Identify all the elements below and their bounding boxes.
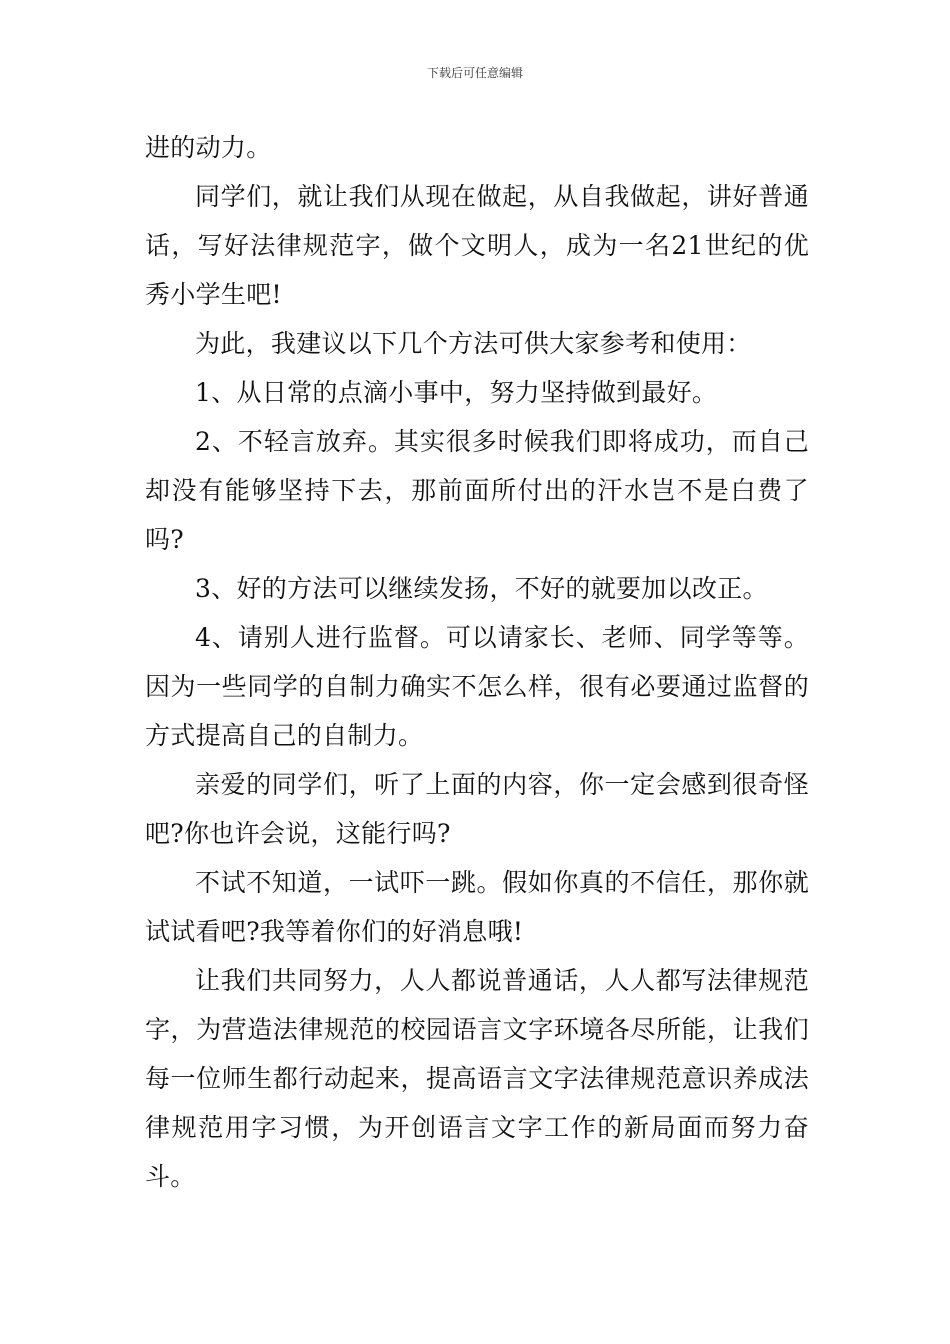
- paragraph-5: 2、不轻言放弃。其实很多时候我们即将成功，而自己却没有能够坚持下去，那前面所付出的汗水岂不是白费了吗?: [145, 427, 809, 554]
- page-header: 下载后可任意编辑: [426, 66, 523, 80]
- paragraph-7: 4、请别人进行监督。可以请家长、老师、同学等等。因为一些同学的自制力确实不怎么样，很有必要通过监督的方式提高自己的自制力。: [145, 623, 809, 750]
- paragraph-6: 3、好的方法可以继续发扬，不好的就要加以改正。: [195, 574, 768, 603]
- paragraph-2: 同学们，就让我们从现在做起，从自我做起，讲好普通话，写好法律规范字，做个文明人，成为一名21世纪的优秀小学生吧!: [145, 182, 809, 309]
- paragraph-10: 让我们共同努力，人人都说普通话，人人都写法律规范字，为营造法律规范的校园语言文字环境各尽所能，让我们每一位师生都行动起来，提高语言文字法律规范意识养成法律规范用字习惯，为开创语言文字工作的新局面而努力奋斗。: [145, 966, 809, 1191]
- paragraph-3: 为此，我建议以下几个方法可供大家参考和使用：: [195, 329, 752, 358]
- paragraph-8: 亲爱的同学们，听了上面的内容，你一定会感到很奇怪吧?你也许会说，这能行吗?: [145, 770, 809, 848]
- paragraph-4: 1、从日常的点滴小事中，努力坚持做到最好。: [195, 378, 718, 407]
- paragraph-9: 不试不知道，一试吓一跳。假如你真的不信任，那你就试试看吧?我等着你们的好消息哦!: [145, 868, 809, 946]
- paragraph-1: 进的动力。: [145, 133, 272, 162]
- document-body: [145, 123, 809, 1201]
